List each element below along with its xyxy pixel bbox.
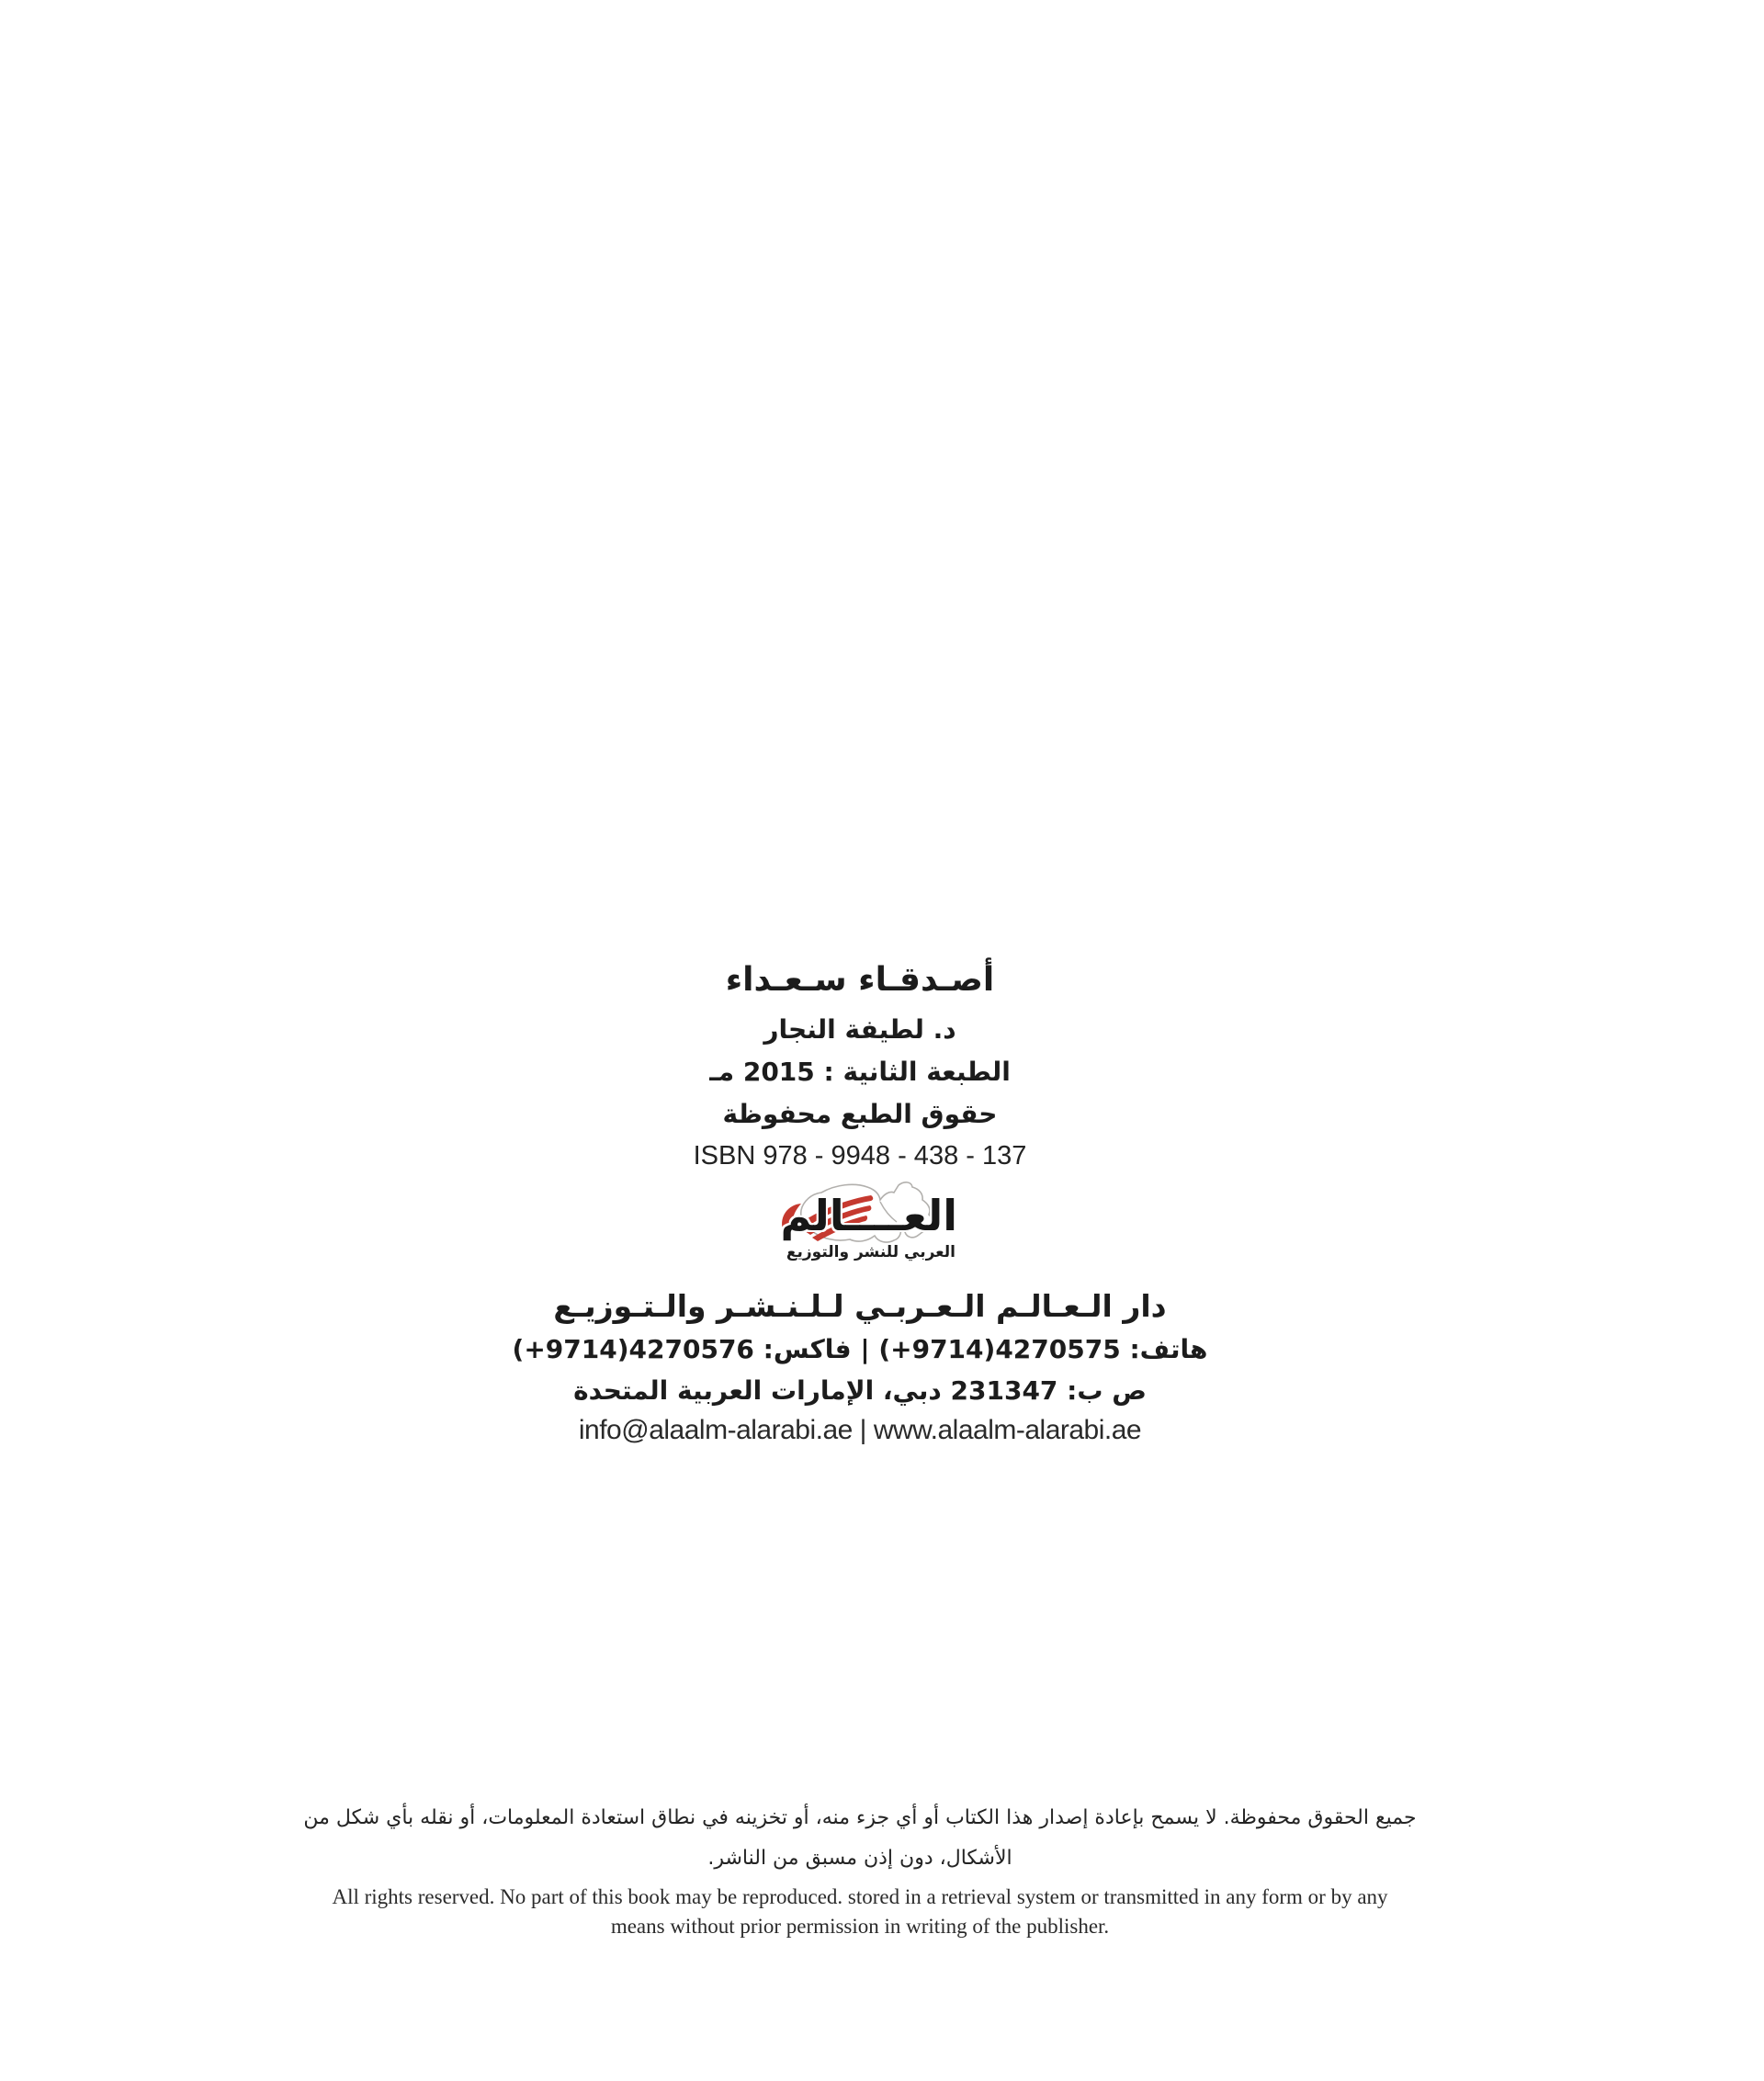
logo-wordmark: العــــالم [780, 1191, 957, 1240]
rights-statement-ar-line1: جميع الحقوق محفوظة. لا يسمح بإعادة إصدار هذا الكتاب أو أي جزء منه، أو تخزينه في نطاق استعادة المعلومات، أو نقله بأي شكل من [303, 1806, 1417, 1829]
phone-number: (+9714)4270575 [878, 1334, 1121, 1364]
publisher-address: دبي، الإمارات العربية المتحدة [573, 1375, 942, 1406]
pobox-label: ص ب: [1067, 1375, 1147, 1406]
rights-statement-en-line1: All rights reserved. No part of this book may be reproduced. stored in a retrieval system or transmitted in any form or by any [332, 1885, 1388, 1908]
separator: | [860, 1334, 870, 1364]
pobox-line [0, 1375, 1720, 1406]
rights-statement-en-line2: means without prior permission in writing of the publisher. [610, 1915, 1110, 1938]
phone-fax-line [0, 1334, 1720, 1364]
publisher-email: info@alaalm-alarabi.ae [578, 1415, 853, 1445]
rights-statement-ar-line2: الأشكال، دون إذن مسبق من الناشر. [707, 1847, 1012, 1870]
publisher-name: دار الـعـالـم الـعـربـي لـلـنـشـر والـتـوزيـع [553, 1288, 1167, 1324]
separator: | [859, 1415, 866, 1445]
logo-tagline: العربي للنشر والتوزيع [786, 1243, 956, 1261]
pobox-number: 231347 [950, 1375, 1058, 1406]
phone-label: هاتف: [1129, 1334, 1208, 1364]
publisher-website: www.alaalm-alarabi.ae [873, 1415, 1142, 1445]
copyright-notice-ar: حقوق الطبع محفوظة [722, 1099, 998, 1129]
fax-label: فاكس: [763, 1334, 852, 1364]
book-title: أصـدقـاء سـعـداء [725, 961, 995, 999]
contact-web-line [0, 1415, 1720, 1446]
edition-info: الطبعة الثانية : 2015 مـ [709, 1057, 1011, 1087]
book-author: د. لطيفة النجار [763, 1014, 956, 1045]
isbn-number: ISBN 978 - 9948 - 438 - 137 [693, 1141, 1027, 1171]
fax-number: (+9714)4270576 [512, 1334, 754, 1364]
